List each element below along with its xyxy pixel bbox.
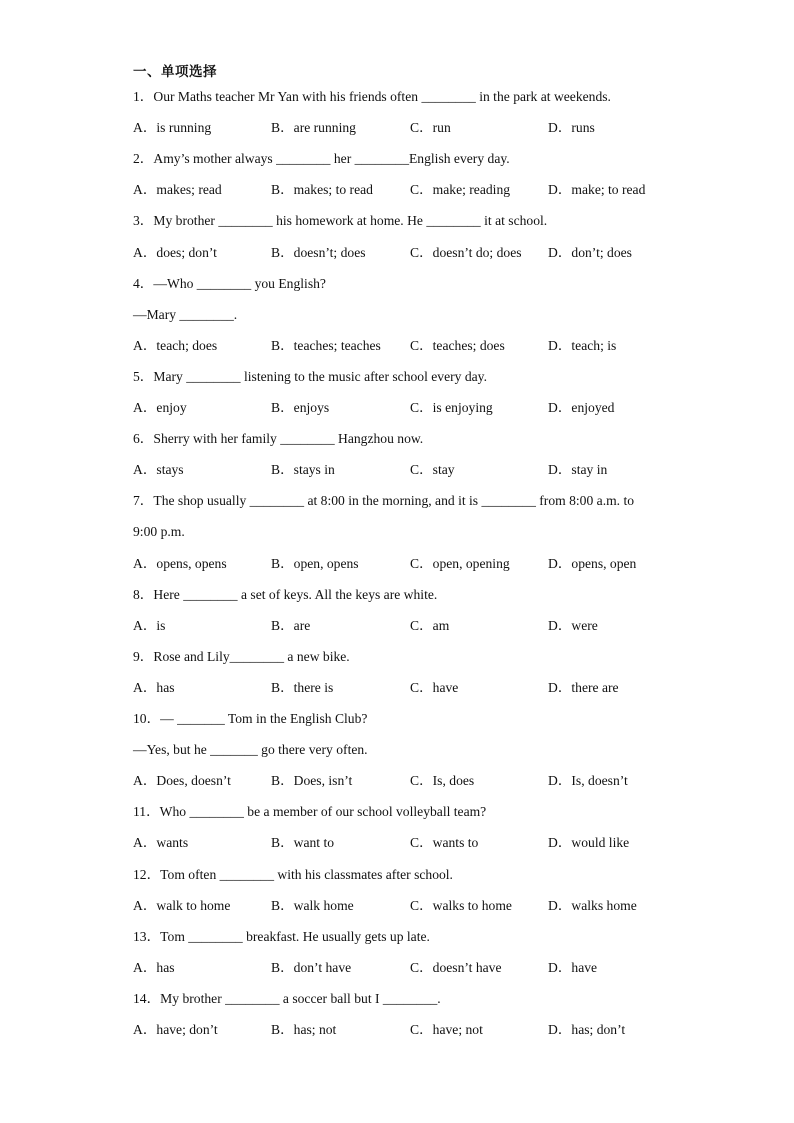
answer-option-c[interactable]: C．Is, does (410, 773, 475, 789)
answer-option-a[interactable]: A．wants (133, 835, 189, 851)
answer-option-d[interactable]: D．would like (548, 835, 630, 851)
question-stem: 10．— _______ Tom in the English Club? (133, 711, 368, 726)
question-stem: 9．Rose and Lily________ a new bike. (133, 648, 350, 664)
question-stem: 1．Our Maths teacher Mr Yan with his friends often ________ in the park at weekends. (133, 89, 611, 104)
question-stem: 12．Tom often ________ with his classmates after school. (133, 866, 453, 882)
answer-option-a[interactable]: A．is (133, 617, 166, 633)
answer-option-c[interactable]: C．have (410, 679, 459, 695)
answer-option-c[interactable]: C．teaches; does (410, 337, 505, 353)
answer-option-b[interactable]: B．open, opens (271, 555, 359, 571)
answer-option-d[interactable]: D．teach; is (548, 337, 617, 353)
answer-option-b[interactable]: B．want to (271, 835, 335, 851)
answer-option-b[interactable]: B．doesn’t; does (271, 244, 366, 260)
answer-option-b[interactable]: B．makes; to read (271, 182, 373, 198)
answer-option-a[interactable]: A．has (133, 679, 175, 695)
question-continuation: —Yes, but he _______ go there very often. (133, 742, 368, 758)
answer-option-a[interactable]: A．does; don’t (133, 244, 217, 260)
answer-option-c[interactable]: C．am (410, 617, 450, 633)
question-stem: 5．Mary ________ listening to the music after school every day. (133, 368, 487, 384)
answer-option-c[interactable]: C．have; not (410, 1022, 483, 1037)
question-stem: 2．Amy’s mother always ________ her ________English every day. (133, 151, 510, 167)
question-stem: 7．The shop usually ________ at 8:00 in the morning, and it is ________ from 8:00 a.m. to (133, 493, 635, 509)
answer-option-c[interactable]: C．open, opening (410, 555, 510, 571)
question-stem: 3．My brother ________ his homework at home. He ________ it at school. (133, 213, 548, 229)
answer-option-d[interactable]: D．there are (548, 679, 619, 695)
question-stem: 13．Tom ________ breakfast. He usually gets up late. (133, 928, 430, 944)
answer-option-b[interactable]: B．enjoys (271, 400, 330, 415)
answer-option-d[interactable]: D．has; don’t (548, 1022, 626, 1037)
answer-option-d[interactable]: D．were (548, 617, 598, 633)
answer-option-a[interactable]: A．teach; does (133, 337, 218, 353)
answer-option-c[interactable]: C．stay (410, 462, 455, 478)
answer-option-b[interactable]: B．teaches; teaches (271, 337, 381, 353)
answer-option-b[interactable]: B．stays in (271, 462, 335, 478)
answer-option-a[interactable]: A．Does, doesn’t (133, 773, 231, 789)
answer-option-a[interactable]: A．opens, opens (133, 555, 227, 571)
question-continuation: —Mary ________. (133, 306, 238, 322)
answer-option-b[interactable]: B．are (271, 617, 311, 633)
answer-option-c[interactable]: C．walks to home (410, 897, 512, 913)
answer-option-b[interactable]: B．has; not (271, 1022, 337, 1037)
question-stem: 11．Who ________ be a member of our school volleyball team? (133, 804, 487, 820)
answer-option-d[interactable]: D．Is, doesn’t (548, 773, 628, 789)
question-stem: 4．—Who ________ you English? (133, 275, 326, 291)
answer-option-a[interactable]: A．is running (133, 120, 212, 136)
answer-option-c[interactable]: C．make; reading (410, 182, 511, 198)
section-title: 一、单项选择 (133, 64, 217, 80)
answer-option-d[interactable]: D．don’t; does (548, 244, 632, 260)
answer-option-c[interactable]: C．doesn’t have (410, 959, 502, 975)
answer-option-b[interactable]: B．Does, isn’t (271, 773, 353, 789)
answer-option-d[interactable]: D．make; to read (548, 182, 646, 198)
answer-option-a[interactable]: A．has (133, 959, 175, 975)
answer-option-b[interactable]: B．don’t have (271, 959, 352, 975)
answer-option-a[interactable]: A．stays (133, 462, 184, 478)
answer-option-d[interactable]: D．enjoyed (548, 400, 615, 415)
answer-option-a[interactable]: A．enjoy (133, 400, 187, 415)
question-stem: 8．Here ________ a set of keys. All the keys are white. (133, 586, 438, 602)
answer-option-b[interactable]: B．walk home (271, 897, 354, 913)
answer-option-c[interactable]: C．is enjoying (410, 400, 493, 415)
answer-option-b[interactable]: B．there is (271, 679, 334, 695)
answer-option-d[interactable]: D．stay in (548, 462, 608, 478)
answer-option-d[interactable]: D．have (548, 959, 598, 975)
answer-option-b[interactable]: B．are running (271, 120, 356, 136)
answer-option-d[interactable]: D．runs (548, 120, 595, 136)
question-stem: 14．My brother ________ a soccer ball but I ________. (133, 990, 441, 1006)
answer-option-d[interactable]: D．walks home (548, 897, 637, 913)
question-continuation: 9:00 p.m. (133, 524, 185, 540)
answer-option-c[interactable]: C．wants to (410, 835, 479, 851)
answer-option-a[interactable]: A．makes; read (133, 182, 222, 198)
answer-option-c[interactable]: C．doesn’t do; does (410, 244, 522, 260)
answer-option-c[interactable]: C．run (410, 120, 451, 136)
answer-option-a[interactable]: A．have; don’t (133, 1022, 218, 1037)
question-stem: 6．Sherry with her family ________ Hangzhou now. (133, 431, 424, 447)
answer-option-a[interactable]: A．walk to home (133, 897, 231, 913)
answer-option-d[interactable]: D．opens, open (548, 555, 637, 571)
